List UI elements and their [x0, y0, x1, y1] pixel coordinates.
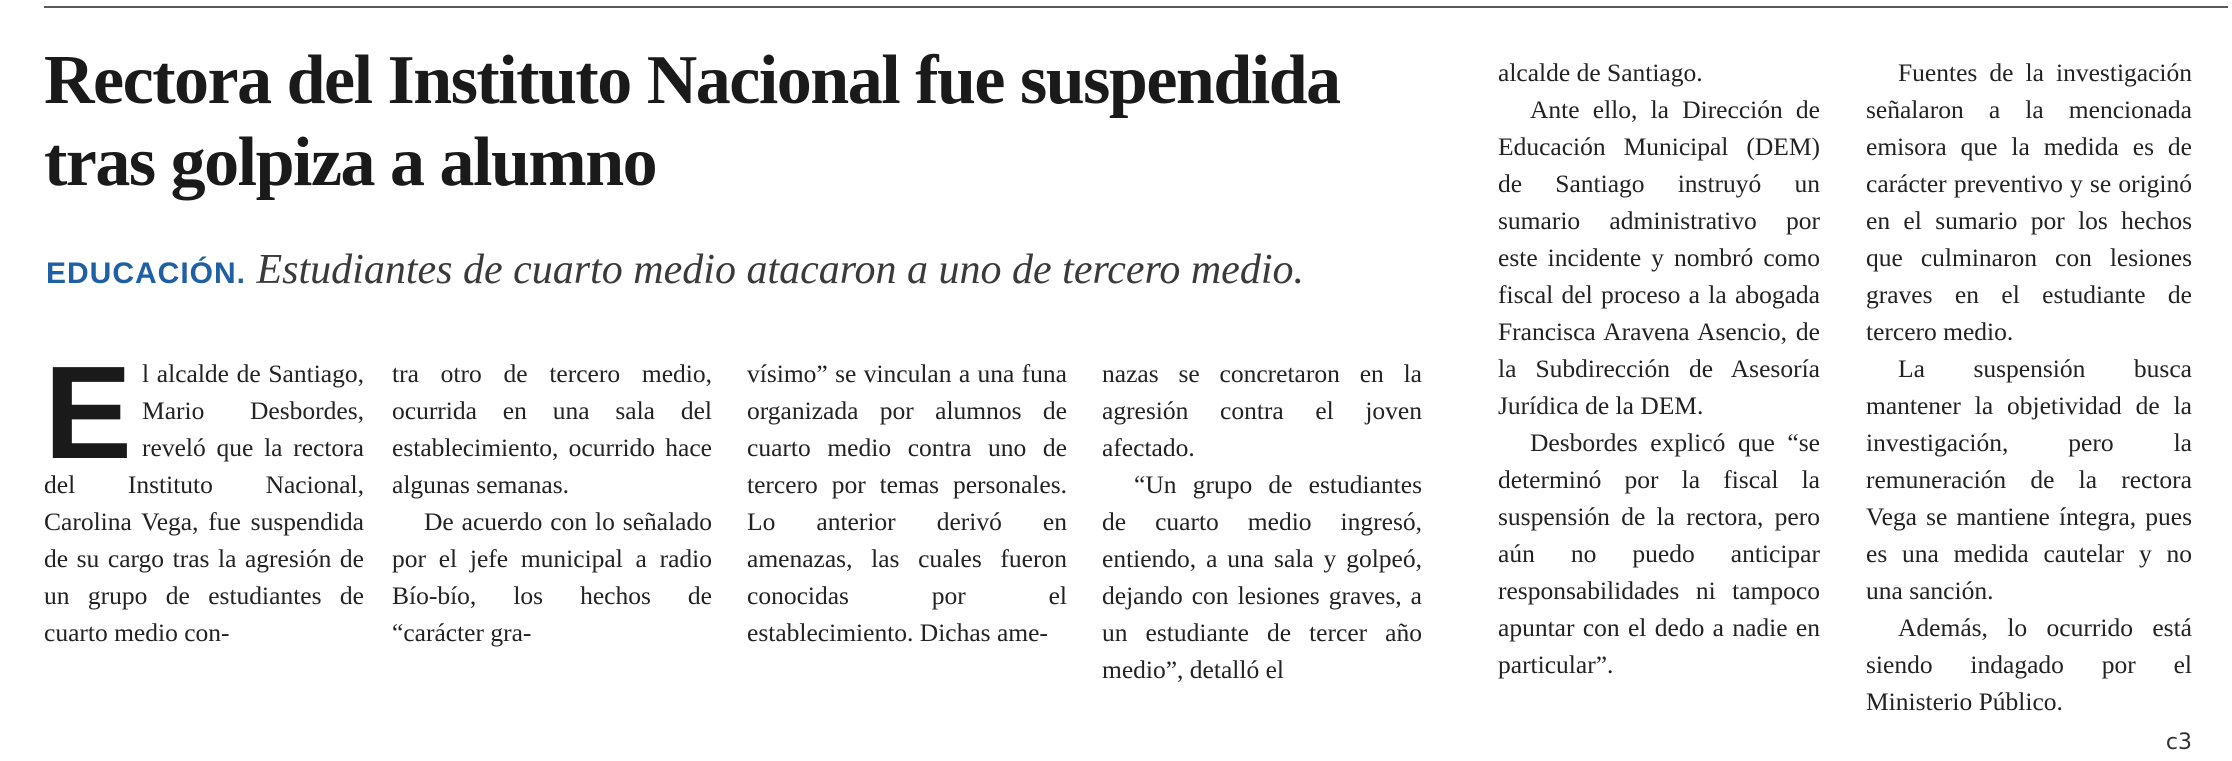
paragraph: alcalde de Santiago.: [1498, 58, 1703, 87]
paragraph: Ante ello, la Dirección de Educación Municipal (DEM) de Santiago instruyó un sumario administrativo por este incidente y nombró como fiscal del proceso a la abogada Francisca Aravena Asencio, de la Subdirección de Asesoría Jurídica de la DEM.: [1498, 95, 1820, 420]
end-mark-icon: c3: [2165, 730, 2192, 755]
body-column-6: [1866, 54, 2192, 761]
paragraph: l alcalde de Santiago, Mario Desbordes, reveló que la rectora del Instituto Nacional, Carolina Vega, fue suspendida de su cargo tras la agresión de un grupo de estudiantes de cuarto medio con-: [44, 359, 364, 647]
section-label: EDUCACIÓN.: [46, 257, 247, 290]
dropcap: E: [44, 339, 133, 486]
paragraph: vísimo” se vinculan a una funa organizada por alumnos de cuarto medio contra uno de tercero por temas personales. Lo anterior derivó en amenazas, las cuales fueron conocidas por el establecimiento. Dichas ame-: [747, 359, 1067, 647]
body-column-5: [1498, 54, 1820, 683]
paragraph: Desbordes explicó que “se determinó por la fiscal la suspensión de la rectora, pero aún no puedo anticipar responsabilidades ni tampoco apuntar con el dedo a nadie en particular”.: [1498, 428, 1820, 679]
paragraph: “Un grupo de estudiantes de cuarto medio ingresó, entiendo, a una sala y golpeó, dejando con lesiones graves, a un estudiante de tercer año medio”, detalló el: [1102, 470, 1422, 684]
top-rule: [44, 6, 2228, 8]
paragraph: De acuerdo con lo señalado por el jefe municipal a radio Bío-bío, los hechos de “carácter gra-: [392, 507, 712, 647]
body-column-3: [747, 355, 1067, 651]
headline: Rectora del Instituto Nacional fue suspendida tras golpiza a alumno: [44, 42, 1340, 201]
paragraph: Además, lo ocurrido está siendo indagado por el Ministerio Público.: [1866, 613, 2192, 716]
paragraph: Fuentes de la investigación señalaron a la mencionada emisora que la medida es de carácter preventivo y se originó en el sumario por los hechos que culminaron con lesiones graves en el estudiante de tercero medio.: [1866, 58, 2192, 346]
body-column-1: [44, 339, 364, 651]
body-column-4: [1102, 355, 1422, 688]
paragraph: nazas se concretaron en la agresión contra el joven afectado.: [1102, 359, 1422, 462]
paragraph: La suspensión busca mantener la objetividad de la investigación, pero la remuneración de la rectora Vega se mantiene íntegra, pues es una medida cautelar y no una sanción.: [1866, 354, 2192, 605]
deck-text: Estudiantes de cuarto medio atacaron a uno de tercero medio.: [256, 247, 1304, 293]
paragraph: tra otro de tercero medio, ocurrida en una sala del establecimiento, ocurrido hace algunas semanas.: [392, 359, 712, 499]
body-column-2: [392, 355, 712, 651]
deck: [46, 244, 1476, 300]
